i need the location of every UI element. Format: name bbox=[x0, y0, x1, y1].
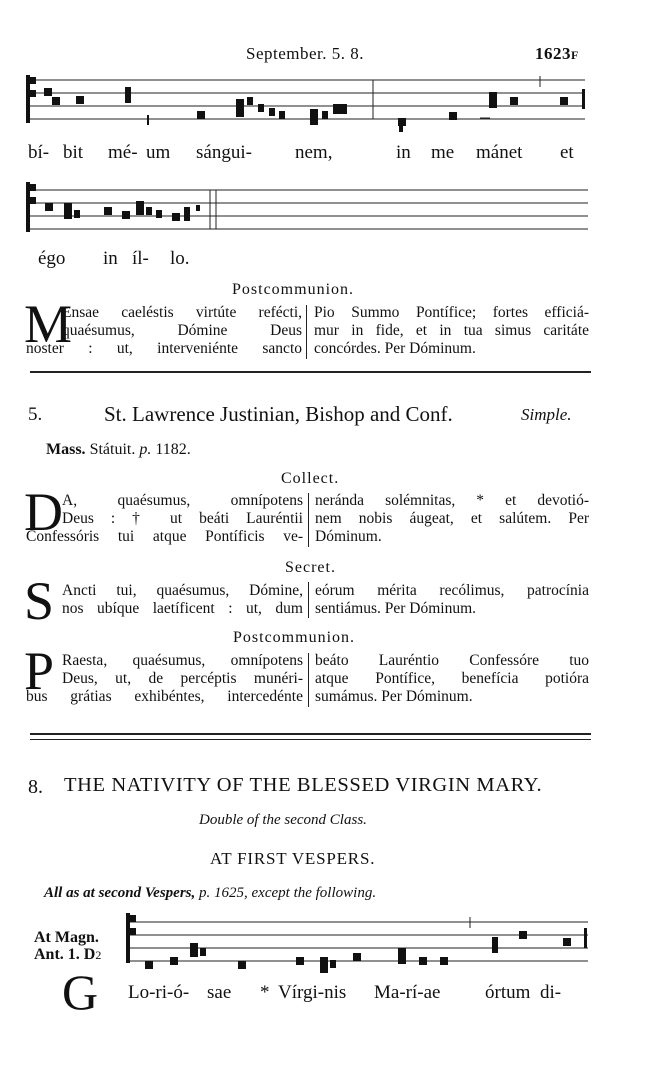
lyric-syllable: Ma-rí-ae bbox=[374, 982, 441, 1003]
lyric-syllable: íl- bbox=[132, 248, 149, 269]
secret-right-column: eórum mérita recólimus, patrocínia sentiámus. Per Dóminum. bbox=[315, 582, 589, 617]
lyric-syllable: in bbox=[103, 248, 118, 269]
postcommunion-right-column: Pio Summo Pontífice; fortes efficiá- mur in fide, et in tua simus caritáte concórdes. Per Dóminum. bbox=[314, 304, 589, 357]
lyric-syllable: bit bbox=[63, 142, 84, 163]
page-number-value: 1623 bbox=[535, 44, 571, 63]
magnificat-label: At Magn. bbox=[34, 929, 99, 946]
postcommunion-left-column: Raesta, quaésumus, omnípotens Deus, ut, de percéptis munéri- bus grátias exhibéntes, intercedénte bbox=[26, 652, 303, 705]
drop-cap-g: G bbox=[62, 964, 99, 1020]
lyric-syllable: sángui- bbox=[196, 142, 252, 163]
feast-number: 8. bbox=[28, 776, 43, 798]
feast-title: St. Lawrence Justinian, Bishop and Conf. bbox=[104, 402, 453, 426]
vespers-heading: AT FIRST VESPERS. bbox=[210, 849, 376, 868]
page-number-suffix: F bbox=[571, 48, 579, 62]
lyric-syllable: mé- bbox=[108, 142, 138, 163]
lyric-syllable: bí- bbox=[28, 142, 50, 163]
collect-heading: Collect. bbox=[281, 470, 340, 487]
drop-cap-m: M bbox=[24, 294, 73, 354]
lyric-syllable: * bbox=[260, 982, 270, 1003]
postcommunion-heading: Postcommunion. bbox=[232, 281, 355, 298]
feast-number: 5. bbox=[28, 404, 43, 425]
rubric-note: All as at second Vespers, p. 1625, except the following. bbox=[44, 885, 377, 901]
running-head-date: September. 5. 8. bbox=[246, 44, 365, 63]
lyric-syllable: in bbox=[396, 142, 411, 163]
lyric-syllable: um bbox=[146, 142, 171, 163]
drop-cap-d: D bbox=[24, 482, 63, 542]
lyric-syllable: sae bbox=[207, 982, 232, 1003]
collect-left-column: A, quaésumus, omnípotens Deus : † ut beáti Lauréntii Confessóris tui atque Pontíficis ve- bbox=[26, 492, 303, 545]
lyric-syllable: di- bbox=[540, 982, 562, 1003]
lyric-syllable: lo. bbox=[170, 248, 190, 269]
postcommunion-left-column: Ensae caeléstis virtúte refécti, quaésumus, Dómine Deus noster : ut, interveniénte sancto bbox=[26, 304, 302, 357]
postcommunion-right-column: beáto Lauréntio Confessóre tuo atque Pontífice, benefícia potióra sumámus. Per Dóminum. bbox=[315, 652, 589, 705]
drop-cap-p: P bbox=[24, 641, 55, 701]
feast-title: THE NATIVITY OF THE BLESSED VIRGIN MARY. bbox=[64, 774, 543, 796]
feast-rank: Simple. bbox=[521, 405, 572, 424]
drop-cap-s: S bbox=[24, 571, 55, 631]
collect-right-column: neránda solémnitas, * et devotió- nem nobis áugeat, et salútem. Per Dóminum. bbox=[315, 492, 589, 545]
mass-reference: Mass. Státuit. p. 1182. bbox=[46, 441, 191, 458]
lyric-syllable: Vírgi-nis bbox=[278, 982, 347, 1003]
lyric-syllable: me bbox=[431, 142, 455, 163]
feast-rank: Double of the second Class. bbox=[199, 812, 367, 828]
secret-heading: Secret. bbox=[285, 559, 336, 576]
secret-left-column: Ancti tui, quaésumus, Dómine, nos ubíque laetíficent : ut, dum bbox=[62, 582, 303, 617]
lyric-syllable: Lo-ri-ó- bbox=[128, 982, 190, 1003]
postcommunion-heading: Postcommunion. bbox=[233, 629, 356, 646]
lyric-syllable: nem, bbox=[295, 142, 333, 163]
antiphon-lyrics bbox=[0, 982, 669, 1008]
antiphon-label: Ant. 1. D2 bbox=[34, 946, 102, 963]
lyric-syllable: égo bbox=[38, 248, 66, 269]
lyric-syllable: mánet bbox=[476, 142, 523, 163]
lyric-syllable: órtum bbox=[485, 982, 531, 1003]
lyric-syllable: et bbox=[560, 142, 574, 163]
